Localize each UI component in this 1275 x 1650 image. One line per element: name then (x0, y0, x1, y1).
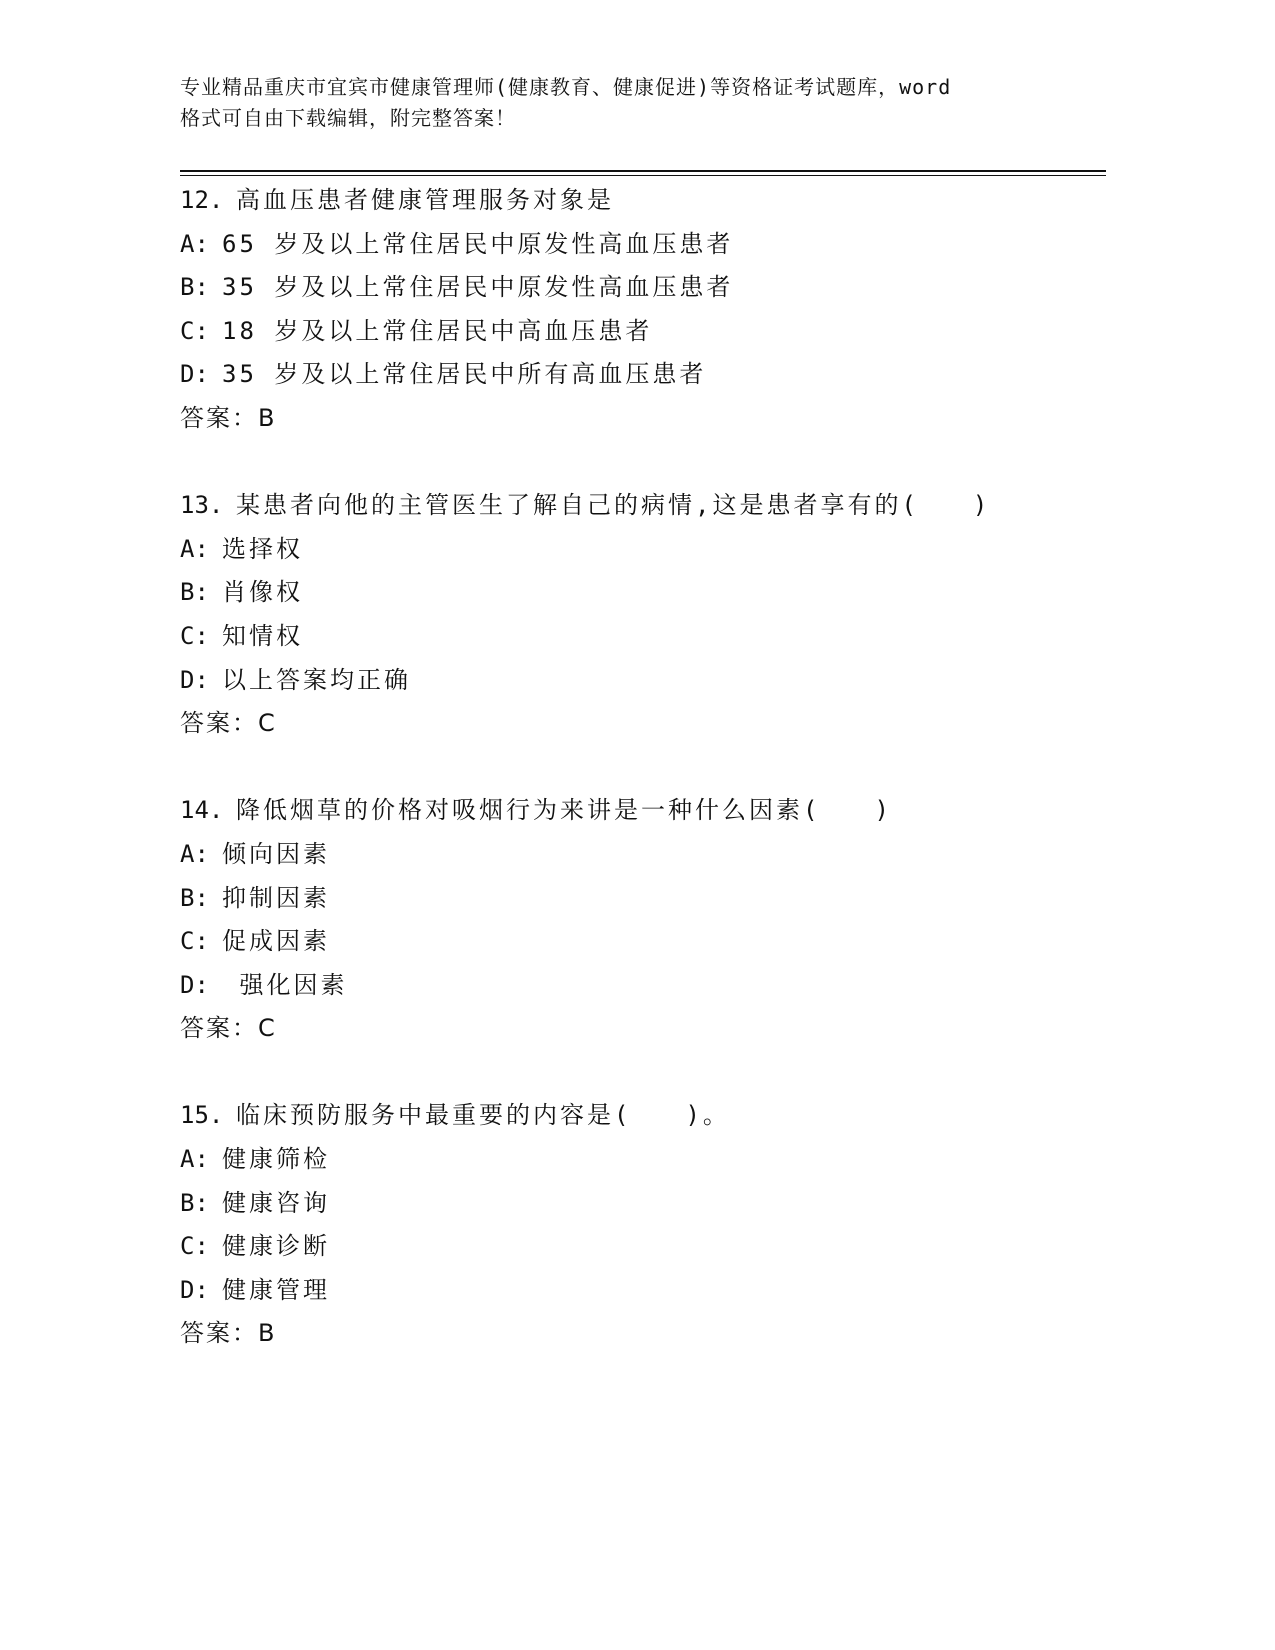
answer-option (180, 571, 1100, 615)
question-text: 高血压患者健康管理服务对象是 (236, 186, 614, 214)
option-text: 65 岁及以上常住居民中原发性高血压患者 (222, 229, 734, 258)
answer-option (180, 266, 1100, 310)
option-text: 35 岁及以上常住居民中所有高血压患者 (222, 360, 707, 389)
option-label: C: (180, 316, 209, 345)
option-label: C: (180, 927, 209, 956)
answer-key: 答案：C (180, 709, 277, 738)
answer-option (180, 877, 1100, 921)
option-label: D: (180, 1275, 209, 1304)
answer-option (180, 223, 1100, 267)
option-text: 18 岁及以上常住居民中高血压患者 (222, 316, 653, 345)
option-label: D: (180, 360, 209, 389)
question-text: 临床预防服务中最重要的内容是( )。 (236, 1101, 730, 1130)
header-line-1: 专业精品重庆市宜宾市健康管理师(健康教育、健康促进)等资格证考试题库，word (180, 75, 952, 99)
option-text: 健康诊断 (222, 1232, 330, 1261)
question-stem (180, 1094, 1100, 1138)
option-label: A: (180, 839, 209, 868)
question-list (180, 179, 1100, 1400)
option-text: 健康咨询 (222, 1188, 330, 1217)
answer-option (180, 833, 1100, 877)
answer-key: 答案：B (180, 403, 277, 432)
option-label: B: (180, 578, 209, 607)
question-text: 降低烟草的价格对吸烟行为来讲是一种什么因素( ) (236, 796, 892, 825)
option-text: 抑制因素 (222, 883, 330, 912)
question-stem (180, 484, 1100, 528)
header-divider-bottom (180, 175, 1106, 176)
option-text: 以上答案均正确 (222, 665, 411, 694)
option-text: 35 岁及以上常住居民中原发性高血压患者 (222, 273, 734, 302)
question-stem (180, 789, 1100, 833)
question-block (180, 1094, 1100, 1356)
answer-option (180, 1225, 1100, 1269)
question-number: 13. (180, 491, 224, 520)
document-header (180, 72, 1060, 134)
option-text: 倾向因素 (222, 839, 330, 868)
answer-option (180, 615, 1100, 659)
answer-option (180, 353, 1100, 397)
option-label: D: (180, 970, 209, 999)
header-line-2: 格式可自由下载编辑，附完整答案！ (180, 106, 516, 130)
answer-option (180, 1138, 1100, 1182)
answer-option (180, 659, 1100, 703)
answer-option (180, 1269, 1100, 1313)
option-label: B: (180, 883, 209, 912)
option-label: C: (180, 1232, 209, 1261)
option-text: 健康筛检 (222, 1145, 330, 1174)
question-block (180, 484, 1100, 746)
option-text: 选择权 (222, 534, 303, 563)
option-label: C: (180, 621, 209, 650)
question-number: 12. (180, 186, 224, 214)
question-number: 14. (180, 796, 224, 825)
question-text: 某患者向他的主管医生了解自己的病情,这是患者享有的( ) (236, 491, 991, 520)
answer-option (180, 528, 1100, 572)
answer-option (180, 310, 1100, 354)
option-label: B: (180, 1188, 209, 1217)
option-label: A: (180, 534, 209, 563)
answer-option (180, 1182, 1100, 1226)
answer-key: 答案：C (180, 1014, 277, 1043)
option-text: 强化因素 (222, 970, 348, 999)
question-block (180, 789, 1100, 1051)
answer-option (180, 920, 1100, 964)
answer-key: 答案：B (180, 1319, 277, 1348)
option-label: D: (180, 665, 209, 694)
header-divider-top (180, 170, 1106, 172)
option-text: 肖像权 (222, 578, 303, 607)
option-label: B: (180, 273, 209, 302)
question-number: 15. (180, 1101, 224, 1130)
option-text: 健康管理 (222, 1275, 330, 1304)
answer-option (180, 964, 1100, 1008)
option-label: A: (180, 1145, 209, 1174)
question-stem (180, 179, 1100, 223)
option-text: 促成因素 (222, 927, 330, 956)
option-label: A: (180, 229, 209, 258)
question-block (180, 179, 1100, 441)
option-text: 知情权 (222, 621, 303, 650)
